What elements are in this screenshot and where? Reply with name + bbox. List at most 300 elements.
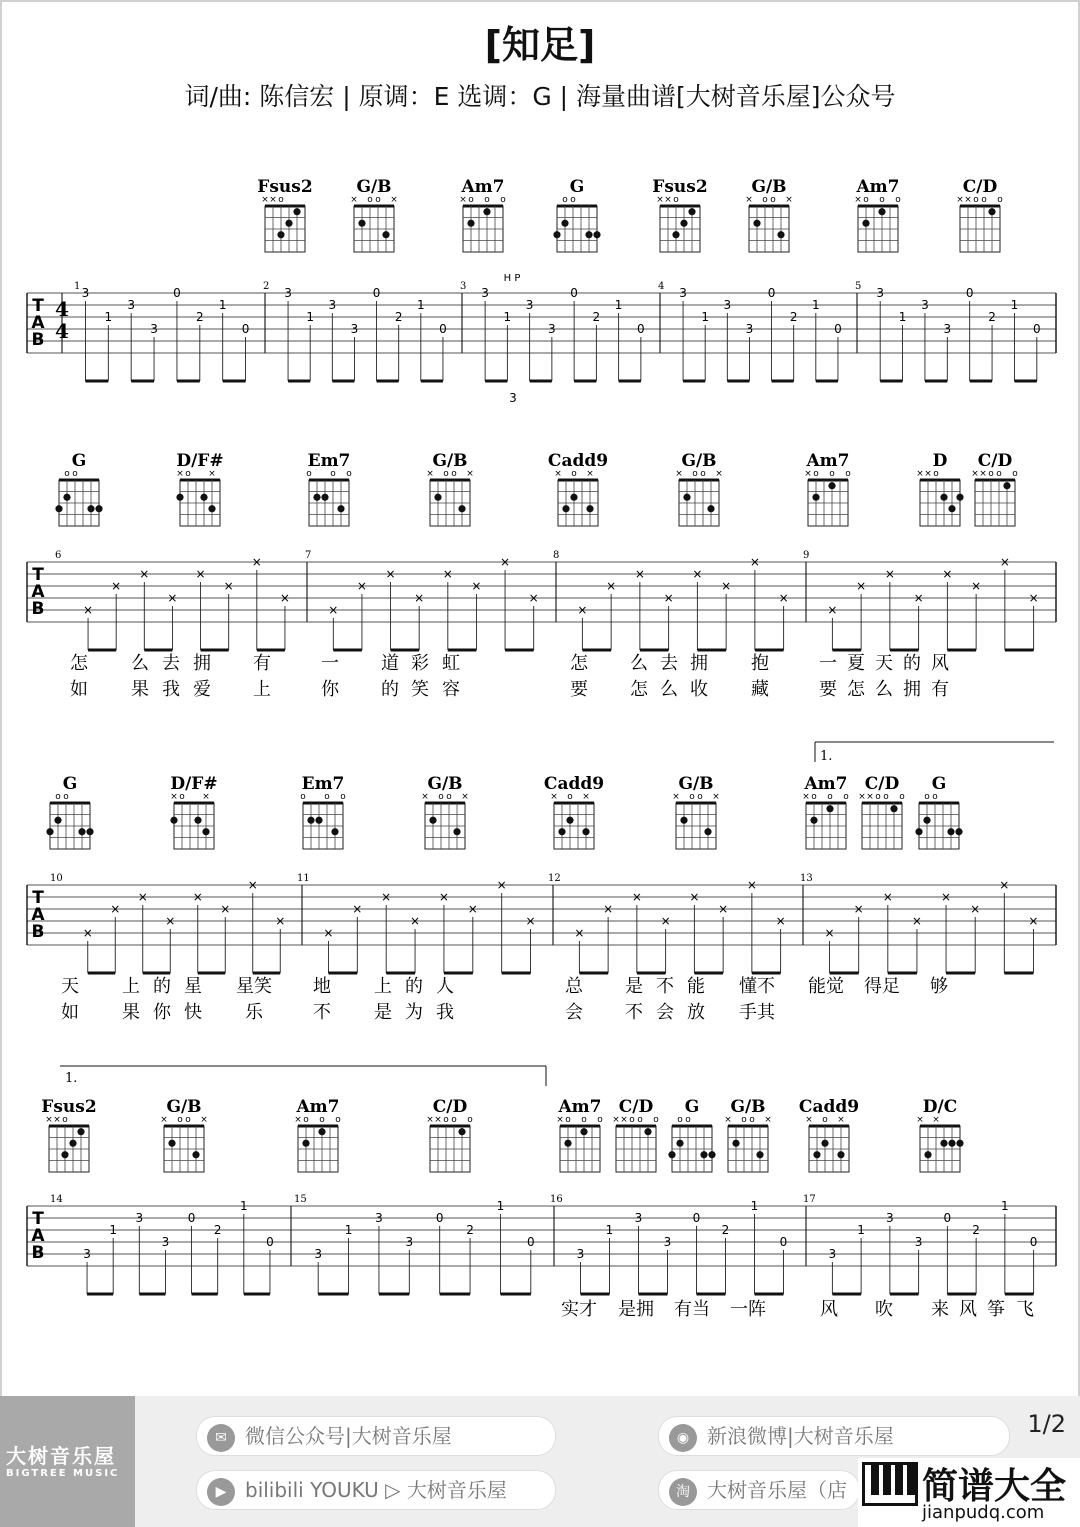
tab-note: ×: [385, 567, 396, 581]
lyric-line1: 能: [687, 976, 705, 997]
lyric-line1: 星: [184, 976, 202, 997]
lyric-line2: 拥: [903, 679, 921, 700]
finger-dot: [566, 817, 573, 824]
chord-name-0-1: G/B: [356, 177, 392, 197]
open-mute-mark: o: [451, 1115, 457, 1125]
lyric-line1: 的: [903, 653, 921, 674]
lyric-line1: 飞: [1016, 1299, 1034, 1320]
lyric-line1: 的: [153, 976, 171, 997]
triplet-mark: 3: [509, 391, 517, 405]
open-mute-mark: o: [438, 792, 444, 802]
tab-note: ×: [882, 890, 893, 904]
wechat-link[interactable]: [196, 1416, 556, 1456]
lyric-line1: 上: [122, 976, 140, 997]
tab-note: ×: [631, 890, 642, 904]
open-mute-mark: ×: [675, 469, 683, 479]
finger-dot: [321, 494, 328, 501]
shop-link[interactable]: [658, 1470, 860, 1510]
open-mute-mark: ×: [804, 469, 812, 479]
open-mute-mark: o: [762, 195, 768, 205]
chord-name-1-5: G/B: [681, 451, 717, 471]
open-mute-mark: o: [677, 1115, 683, 1125]
finger-dot: [813, 1151, 820, 1158]
tab-note: ×: [528, 591, 539, 605]
open-mute-mark: o: [468, 195, 474, 205]
lyric-line1: 拥: [193, 653, 211, 674]
tab-note: 3: [405, 1235, 414, 1249]
lyric-line1: 的: [405, 976, 423, 997]
open-mute-mark: o: [375, 195, 381, 205]
finger-dot: [753, 220, 760, 227]
lyric-line2: 要: [819, 679, 837, 700]
measure-number: 11: [297, 873, 310, 884]
open-mute-mark: ×: [620, 1115, 628, 1125]
finger-dot: [208, 505, 215, 512]
lyric-line2: 你: [321, 679, 339, 700]
finger-dot: [704, 828, 711, 835]
tab-note: ×: [911, 914, 922, 928]
finger-dot: [708, 1151, 715, 1158]
chord-name-2-3: G/B: [427, 774, 463, 794]
finger-dot: [680, 220, 687, 227]
open-mute-mark: ×: [854, 195, 862, 205]
finger-dot: [676, 1140, 683, 1147]
open-mute-mark: ×: [466, 469, 474, 479]
finger-dot: [688, 208, 695, 215]
finger-dot: [585, 231, 592, 238]
tab-note: ×: [279, 591, 290, 605]
chord-name-3-5: C/D: [618, 1097, 654, 1117]
finger-dot: [69, 1140, 76, 1147]
tab-note: 3: [350, 322, 359, 336]
tab-note: 1: [1010, 298, 1019, 312]
finger-dot: [78, 828, 85, 835]
finger-dot: [434, 494, 441, 501]
finger-dot: [821, 1140, 828, 1147]
open-mute-mark: ×: [434, 1115, 442, 1125]
lyric-line1: 够: [930, 976, 948, 997]
tab-note: ×: [970, 902, 981, 916]
open-mute-mark: ×: [802, 792, 810, 802]
lyric-line2: 笑: [411, 679, 429, 700]
open-mute-mark: ×: [426, 469, 434, 479]
tab-note: ×: [603, 902, 614, 916]
lyric-line1: 虹: [442, 653, 460, 674]
tab-note: ×: [356, 579, 367, 593]
finger-dot: [86, 828, 93, 835]
tab-note: ×: [82, 926, 93, 940]
tab-note: 1: [344, 1223, 353, 1237]
lyric-line1: 懂不: [739, 976, 775, 997]
chord-name-2-7: C/D: [864, 774, 900, 794]
tab-note: ×: [410, 914, 421, 928]
lyric-line1: 实才: [561, 1299, 597, 1320]
tab-note: 3: [81, 286, 90, 300]
tab-note: ×: [1028, 591, 1039, 605]
chord-name-2-4: Cadd9: [543, 774, 605, 794]
finger-dot: [593, 231, 600, 238]
open-mute-mark: ×: [785, 195, 793, 205]
tab-note: 3: [284, 286, 292, 300]
song-subtitle: 词/曲: 陈信宏 | 原调：E 选调：G | 海量曲谱[大树音乐屋]公众号: [184, 82, 896, 111]
open-mute-mark: o: [324, 792, 330, 802]
lyric-line1: 风: [820, 1299, 838, 1320]
finger-dot: [940, 494, 947, 501]
tab-note: ×: [574, 926, 585, 940]
open-mute-mark: ×: [745, 195, 753, 205]
tab-note: ×: [83, 603, 94, 617]
lyric-line2: 上: [253, 679, 271, 700]
tab-note: 3: [886, 1211, 894, 1225]
open-mute-mark: o: [981, 195, 987, 205]
finger-dot: [202, 828, 209, 835]
open-mute-mark: o: [581, 1115, 587, 1125]
finger-dot: [77, 1128, 84, 1135]
tab-note: 2: [789, 310, 798, 324]
lyric-line2: 手其: [739, 1002, 775, 1023]
open-mute-mark: o: [72, 469, 78, 479]
tab-note: ×: [471, 579, 482, 593]
open-mute-mark: o: [335, 1115, 341, 1125]
open-mute-mark: ×: [45, 1115, 53, 1125]
jianpudq-brand: [858, 1458, 1080, 1527]
open-mute-mark: ×: [421, 792, 429, 802]
tab-note: 0: [692, 1211, 701, 1225]
lyric-line1: 彩: [411, 653, 429, 674]
finger-dot: [337, 505, 344, 512]
tab-note: ×: [999, 878, 1010, 892]
tab-note: ×: [827, 603, 838, 617]
tab-note: 3: [127, 298, 136, 312]
lyric-line2: 怎: [847, 679, 865, 700]
open-mute-mark: o: [883, 792, 889, 802]
open-mute-mark: ×: [459, 195, 467, 205]
tab-note: 3: [943, 322, 952, 336]
lyric-line1: 天: [61, 976, 79, 997]
tab-note: ×: [195, 567, 206, 581]
tab-note: ×: [692, 567, 703, 581]
open-mute-mark: ×: [208, 469, 216, 479]
lyric-line2: 快: [184, 1002, 202, 1023]
tab-note: ×: [438, 890, 449, 904]
tab-note: 0: [767, 286, 776, 300]
tab-note: ×: [167, 591, 178, 605]
finger-dot: [553, 231, 560, 238]
wechat-label: 微信公众号|大树音乐屋: [245, 1424, 452, 1448]
open-mute-mark: o: [443, 1115, 449, 1125]
lyric-line2: 么: [875, 679, 893, 700]
tab-note: 3: [914, 1235, 923, 1249]
tab-note: ×: [467, 902, 478, 916]
finger-dot: [458, 505, 465, 512]
finger-dot: [915, 828, 922, 835]
chord-name-3-9: D/C: [922, 1097, 958, 1117]
weibo-icon: ◉: [669, 1424, 697, 1452]
weibo-label: 新浪微博|大树音乐屋: [707, 1424, 894, 1448]
lyric-line1: 么: [630, 653, 648, 674]
lyric-line2: 你: [153, 1002, 171, 1023]
lyric-line2: 如: [61, 1002, 79, 1023]
finger-dot: [923, 817, 930, 824]
lyric-line2: 为: [405, 1002, 423, 1023]
lyric-line2: 是: [374, 1002, 392, 1023]
measure-number: 1: [74, 281, 81, 292]
chord-name-3-6: G: [684, 1097, 700, 1117]
open-mute-mark: o: [899, 792, 905, 802]
open-mute-mark: o: [629, 1115, 635, 1125]
chord-name-0-0: Fsus2: [257, 177, 313, 197]
tab-note: 3: [525, 298, 534, 312]
finger-dot: [561, 220, 568, 227]
finger-dot: [732, 1140, 739, 1147]
open-mute-mark: o: [185, 1115, 191, 1125]
open-mute-mark: o: [185, 469, 191, 479]
finger-dot: [924, 1151, 931, 1158]
open-mute-mark: o: [562, 195, 568, 205]
open-mute-mark: o: [278, 195, 284, 205]
lyric-line2: 会: [656, 1002, 674, 1023]
finger-dot: [358, 220, 365, 227]
tab-note: 2: [721, 1223, 730, 1237]
open-mute-mark: ×: [200, 1115, 208, 1125]
open-mute-mark: ×: [582, 792, 590, 802]
tab-note: 1: [857, 1223, 865, 1237]
finger-dot: [170, 817, 177, 824]
lyric-line2: 爱: [193, 679, 211, 700]
tab-note: 0: [435, 1211, 444, 1225]
open-mute-mark: o: [451, 469, 457, 479]
lyric-line1: 是拥: [618, 1299, 654, 1320]
tab-note: 0: [570, 286, 578, 300]
open-mute-mark: ×: [712, 792, 720, 802]
open-mute-mark: o: [597, 1115, 603, 1125]
finger-dot: [61, 1151, 68, 1158]
open-mute-mark: o: [63, 792, 69, 802]
tab-note: 1: [503, 310, 512, 324]
lyric-line2: 么: [660, 679, 678, 700]
finger-dot: [562, 505, 569, 512]
lyric-line2: 有: [931, 679, 949, 700]
chord-name-3-0: Fsus2: [41, 1097, 97, 1117]
tab-note: 3: [135, 1211, 144, 1225]
lyric-line1: 风: [931, 653, 949, 674]
chord-name-0-5: G/B: [751, 177, 787, 197]
tab-note: 1: [109, 1223, 118, 1237]
finger-dot: [458, 1128, 465, 1135]
tab-note: ×: [247, 878, 258, 892]
lyric-line1: 人: [436, 976, 454, 997]
tab-note: ×: [223, 579, 234, 593]
chord-name-1-1: D/F#: [176, 451, 224, 471]
lyric-line2: 我: [436, 1002, 454, 1023]
open-mute-mark: o: [637, 1115, 643, 1125]
finger-dot: [194, 817, 201, 824]
tab-note: ×: [660, 914, 671, 928]
open-mute-mark: o: [673, 195, 679, 205]
open-mute-mark: ×: [715, 469, 723, 479]
open-mute-mark: o: [996, 469, 1002, 479]
tab-note: 2: [972, 1223, 980, 1237]
lyric-line1: 吹: [875, 1299, 893, 1320]
tab-clef-letter: A: [31, 905, 45, 925]
open-mute-mark: ×: [554, 469, 562, 479]
measure-number: 10: [50, 873, 63, 884]
open-mute-mark: ×: [269, 195, 277, 205]
open-mute-mark: o: [64, 469, 70, 479]
open-mute-mark: ×: [556, 1115, 564, 1125]
open-mute-mark: ×: [916, 469, 924, 479]
tab-note: 0: [965, 286, 974, 300]
open-mute-mark: ×: [956, 195, 964, 205]
tab-note: 0: [173, 286, 181, 300]
tab-note: 1: [496, 1199, 505, 1213]
open-mute-mark: ×: [390, 195, 398, 205]
tab-note: 1: [605, 1223, 614, 1237]
open-mute-mark: o: [500, 195, 506, 205]
tab-note: ×: [414, 591, 425, 605]
video-link[interactable]: [196, 1470, 556, 1510]
tab-clef-letter: T: [32, 565, 44, 585]
bigtree-logo: [0, 1396, 135, 1527]
finger-dot: [429, 817, 436, 824]
open-mute-mark: o: [446, 792, 452, 802]
open-mute-mark: o: [1012, 469, 1018, 479]
chord-name-1-6: Am7: [806, 451, 850, 471]
chord-name-2-5: G/B: [678, 774, 714, 794]
finger-dot: [382, 231, 389, 238]
tab-clef-letter: T: [32, 1209, 44, 1229]
lyric-line2: 容: [442, 679, 460, 700]
tab-clef-letter: A: [31, 313, 45, 333]
measure-number: 16: [550, 1194, 563, 1205]
tab-note: ×: [1028, 914, 1039, 928]
finger-dot: [95, 505, 102, 512]
lyric-line2: 的: [381, 679, 399, 700]
open-mute-mark: o: [653, 1115, 659, 1125]
measure-number: 4: [658, 281, 665, 292]
open-mute-mark: o: [467, 1115, 473, 1125]
open-mute-mark: ×: [350, 195, 358, 205]
tab-note: ×: [971, 579, 982, 593]
finger-dot: [777, 231, 784, 238]
open-mute-mark: o: [340, 792, 346, 802]
lyric-line2: 果: [131, 679, 149, 700]
lyric-line1: 能觉: [808, 976, 844, 997]
tab-note: 3: [723, 298, 732, 312]
tab-note: 1: [306, 310, 315, 324]
lyric-line2: 怎: [630, 679, 648, 700]
finger-dot: [672, 231, 679, 238]
lyric-line1: 来: [931, 1299, 949, 1320]
tab-note: ×: [328, 603, 339, 617]
chord-name-2-0: G: [62, 774, 78, 794]
open-mute-mark: o: [863, 195, 869, 205]
tab-note: ×: [853, 902, 864, 916]
finger-dot: [277, 231, 284, 238]
measure-number: 14: [50, 1194, 63, 1205]
lyric-line1: 夏: [847, 653, 865, 674]
lyric-line2: 会: [565, 1002, 583, 1023]
chord-name-1-8: C/D: [977, 451, 1013, 471]
open-mute-mark: o: [319, 1115, 325, 1125]
finger-dot: [582, 828, 589, 835]
lyric-line1: 么: [131, 653, 149, 674]
measure-number: 17: [803, 1194, 816, 1205]
finger-dot: [955, 828, 962, 835]
open-mute-mark: ×: [261, 195, 269, 205]
finger-dot: [680, 817, 687, 824]
tab-note: ×: [251, 555, 262, 569]
tab-note: ×: [165, 914, 176, 928]
finger-dot: [988, 208, 995, 215]
open-mute-mark: ×: [964, 195, 972, 205]
tab-note: 0: [372, 286, 381, 300]
open-mute-mark: o: [741, 1115, 747, 1125]
finger-dot: [948, 1140, 955, 1147]
tab-note: ×: [749, 555, 760, 569]
tab-note: ×: [824, 926, 835, 940]
tab-clef-letter: B: [31, 599, 45, 619]
open-mute-mark: o: [770, 195, 776, 205]
lyric-line2: 藏: [751, 679, 769, 700]
measure-number: 9: [803, 550, 810, 561]
page-number: 1/2: [1027, 1410, 1066, 1438]
finger-dot: [707, 505, 714, 512]
time-sig-top: 4: [55, 297, 69, 321]
open-mute-mark: ×: [160, 1115, 168, 1125]
open-mute-mark: ×: [971, 469, 979, 479]
open-mute-mark: o: [697, 792, 703, 802]
logo-title: 大树音乐屋: [6, 1444, 116, 1468]
finger-dot: [285, 220, 292, 227]
finger-dot: [483, 208, 490, 215]
open-mute-mark: o: [692, 469, 698, 479]
lyric-line2: 果: [122, 1002, 140, 1023]
tab-clef-letter: T: [32, 296, 44, 316]
open-mute-mark: o: [988, 469, 994, 479]
weibo-link[interactable]: [658, 1416, 1010, 1456]
measure-number: 6: [55, 550, 62, 561]
lyric-line1: 道: [381, 653, 399, 674]
tab-note: 3: [161, 1235, 170, 1249]
chord-name-3-3: C/D: [432, 1097, 468, 1117]
lyric-line1: 抱: [751, 653, 769, 674]
tab-note: 3: [150, 322, 158, 336]
tab-note: 0: [241, 322, 250, 336]
finger-dot: [812, 494, 819, 501]
finger-dot: [192, 1151, 199, 1158]
lyric-line1: 一: [321, 653, 339, 674]
finger-dot: [313, 494, 320, 501]
open-mute-mark: ×: [170, 792, 178, 802]
tab-note: ×: [942, 567, 953, 581]
chord-name-0-6: Am7: [856, 177, 900, 197]
tab-note: ×: [884, 567, 895, 581]
lyric-line1: 怎: [70, 653, 88, 674]
finger-dot: [46, 828, 53, 835]
finger-dot: [837, 1151, 844, 1158]
finger-dot: [1003, 482, 1010, 489]
tab-note: ×: [352, 902, 363, 916]
lyric-line1: 得足: [864, 976, 900, 997]
tab-note: 0: [439, 322, 447, 336]
tab-note: ×: [746, 878, 757, 892]
open-mute-mark: o: [55, 792, 61, 802]
finger-dot: [331, 828, 338, 835]
tab-note: ×: [775, 914, 786, 928]
finger-dot: [810, 817, 817, 824]
tab-note: ×: [323, 926, 334, 940]
